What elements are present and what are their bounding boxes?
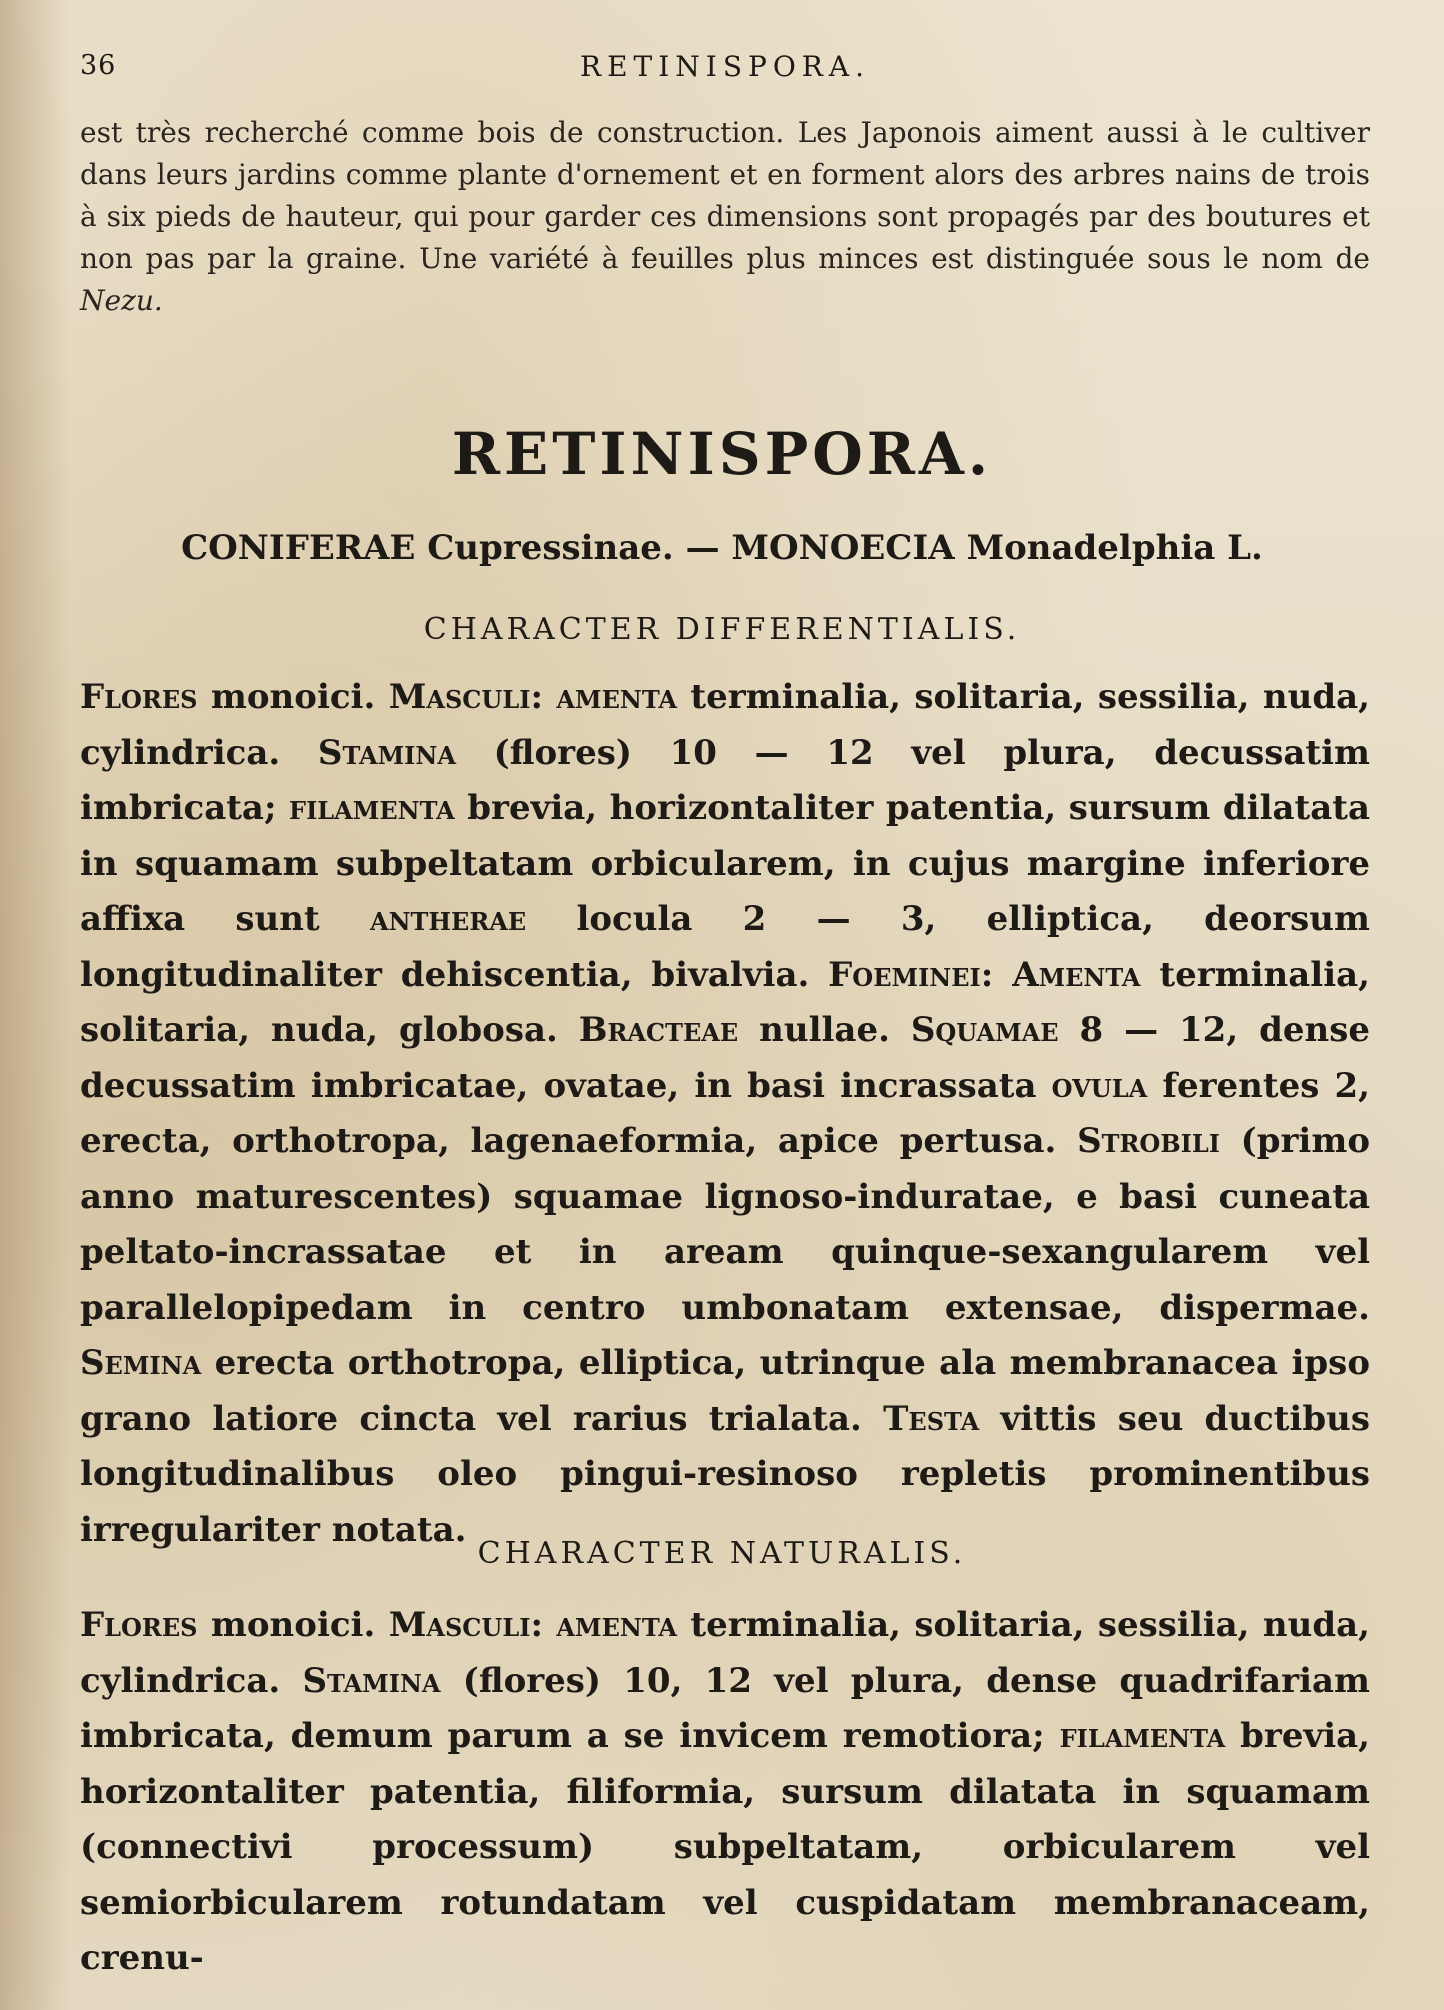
text-run: locula 2 — 3, elliptica, deorsum longitudinaliter dehiscentia, bivalvia. <box>80 899 1370 995</box>
previous-section-text <box>80 112 1370 322</box>
term-small-caps: Bracteae <box>578 1010 739 1050</box>
heading-character-differentialis: CHARACTER DIFFERENTIALIS. <box>423 612 1021 647</box>
text-run: monoici. <box>197 677 389 717</box>
term-small-caps: ovula <box>1051 1065 1148 1106</box>
text-run: (flores) 10 — 12 vel plura, decussatim imbricata; <box>80 732 1370 828</box>
previous-text-italic-name: Nezu. <box>80 284 163 317</box>
text-run: : <box>530 1605 557 1645</box>
page-edge-stain <box>0 0 70 2010</box>
term-small-caps: Strobili <box>1077 1121 1220 1161</box>
text-run: terminalia, solitaria, sessilia, nuda, cylindrica. <box>80 1605 1370 1701</box>
running-header <box>80 50 1370 90</box>
term-small-caps: Flores <box>80 1605 198 1645</box>
term-small-caps: Stamina <box>317 732 456 773</box>
text-run: terminalia, solitaria, sessilia, nuda, cylindrica. <box>80 677 1370 773</box>
term-small-caps: filamenta <box>1059 1716 1226 1756</box>
text-run: : <box>980 954 1013 995</box>
term-small-caps: Flores <box>80 677 198 717</box>
text-run: brevia, horizontaliter patentia, sursum dilatata in squamam subpeltatam orbicularem, in cujus margine inferiore affixa sunt <box>80 788 1370 939</box>
term-small-caps: Amenta <box>1012 954 1141 995</box>
term-small-caps: Masculi <box>388 677 531 717</box>
text-run: : <box>530 677 557 717</box>
text-run: (flores) 10, 12 vel plura, dense quadrifariam imbricata, demum parum a se invicem remotiora; <box>80 1660 1370 1756</box>
character-differentialis-text <box>80 670 1370 1558</box>
character-naturalis-text <box>80 1598 1370 1987</box>
term-small-caps: Squamae <box>910 1010 1059 1050</box>
term-small-caps: Testa <box>883 1398 980 1439</box>
term-small-caps: Stamina <box>302 1660 441 1701</box>
classification-line: CONIFERAE Cupressinae. — MONOECIA Monadelphia L. <box>181 528 1263 568</box>
text-run: erecta orthotropa, elliptica, utrinque ala membranacea ipso grano latiore cincta vel rarius trialata. <box>80 1343 1370 1439</box>
text-run: nullae. <box>738 1010 911 1050</box>
text-run: terminalia, solitaria, nuda, globosa. <box>80 954 1370 1050</box>
term-small-caps: filamenta <box>289 788 455 828</box>
term-small-caps: amenta <box>556 1605 677 1645</box>
text-run: vittis seu ductibus longitudinalibus oleo pingui-resinoso repletis prominentibus irregulariter notata. <box>80 1398 1370 1550</box>
text-run: brevia, horizontaliter patentia, filiformia, sursum dilatata in squamam (connectivi processum) subpeltatam, orbicularem vel semiorbicularem rotundatam vel cuspidatam membranaceam, crenu- <box>80 1716 1370 1978</box>
page-number: 36 <box>80 50 117 81</box>
term-small-caps: Masculi <box>388 1605 531 1645</box>
genus-title: RETINISPORA. <box>451 420 993 488</box>
term-small-caps: amenta <box>556 677 677 717</box>
text-run: ferentes 2, erecta, orthotropa, lagenaeformia, apice pertusa. <box>80 1065 1371 1161</box>
term-small-caps: Foeminei <box>828 954 981 995</box>
text-run: 8 — 12, dense decussatim imbricatae, ovatae, in basi incrassata <box>80 1010 1370 1106</box>
running-title: RETINISPORA. <box>580 50 870 83</box>
previous-text-body: est très recherché comme bois de construction. Les Japonois aiment aussi à le cultiver dans leurs jardins comme plante d'ornement et en forment alors des arbres nains de trois à six pieds de hauteur, qui pour garder ces dimensions sont propagés par des boutures et non pas par la graine. Une variété à feuilles plus minces est distinguée sous le nom de <box>80 116 1370 275</box>
heading-character-naturalis: CHARACTER NATURALIS. <box>477 1536 967 1571</box>
term-small-caps: antherae <box>369 899 527 939</box>
text-run: (primo anno maturescentes) squamae lignoso-induratae, e basi cuneata peltato-incrassatae et in aream quinque-sexangularem vel parallelopipedam in centro umbonatam extensae, dispermae. <box>80 1121 1371 1328</box>
term-small-caps: Semina <box>80 1343 202 1383</box>
text-run: monoici. <box>197 1605 389 1645</box>
